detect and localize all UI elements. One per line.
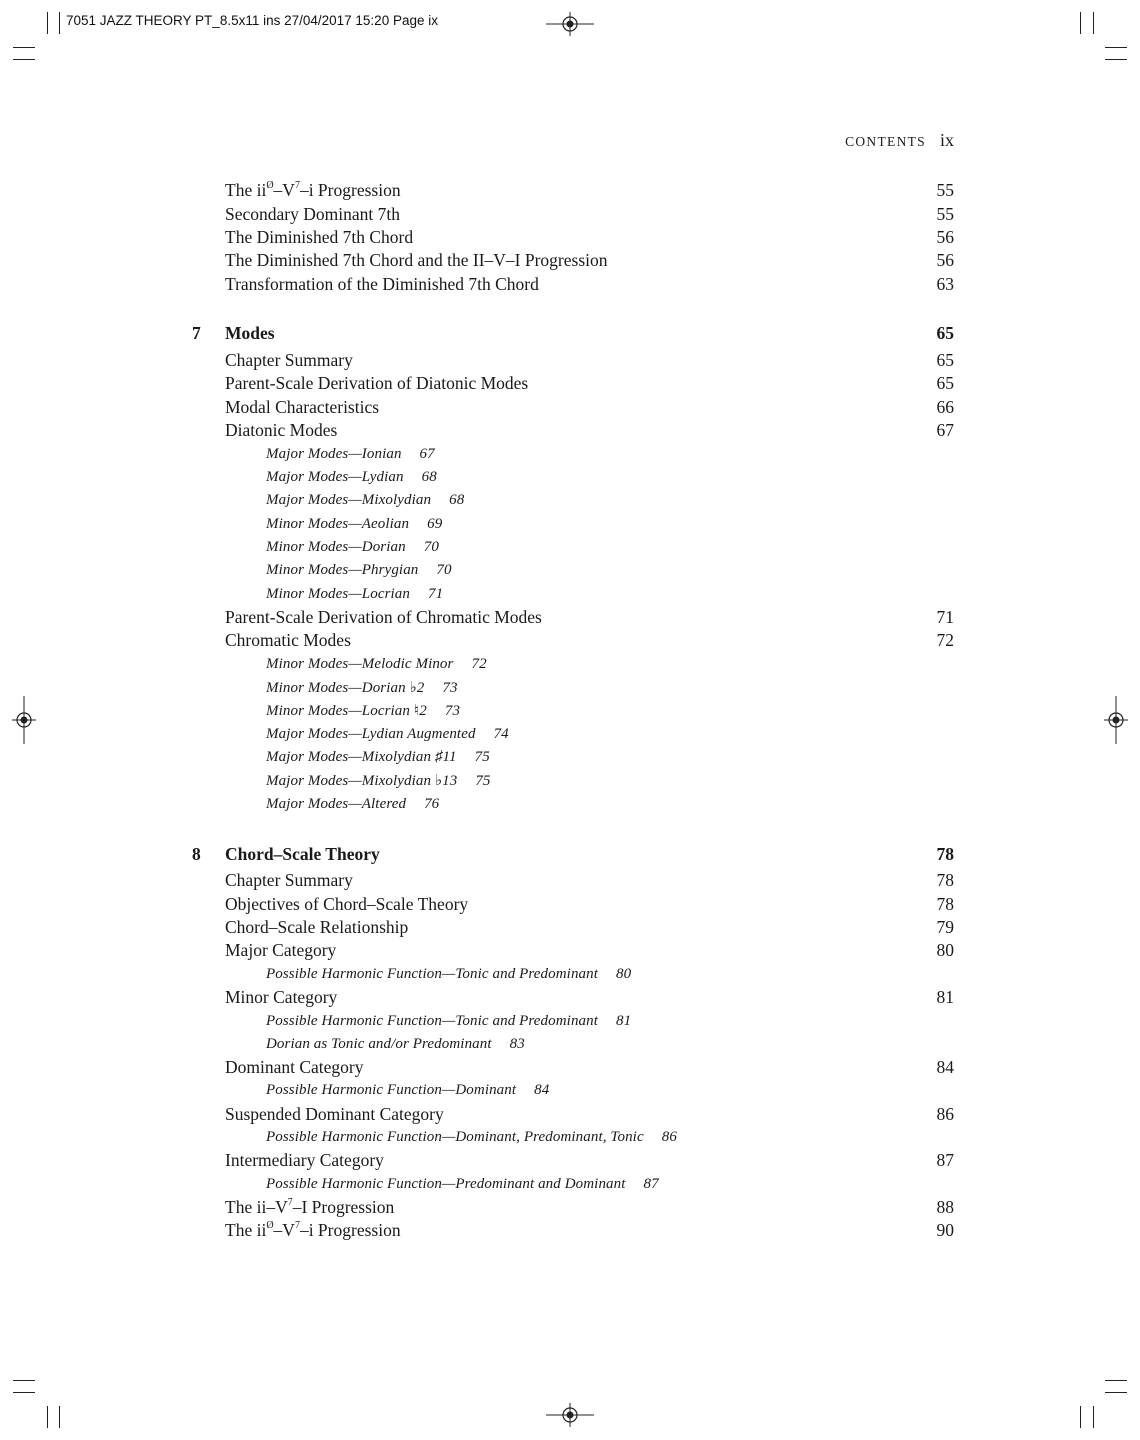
section-row (192, 179, 954, 202)
entry-page-number: 87 (936, 1149, 954, 1170)
subsection-row (192, 793, 954, 816)
entry-title-part: –V (273, 1219, 295, 1240)
entry-page-number: 75 (474, 748, 490, 765)
running-head (845, 130, 954, 151)
entry-title-text: Modes (225, 322, 275, 343)
entry-title (266, 771, 491, 790)
entry-page-number: 87 (643, 1175, 659, 1192)
crop-mark (47, 12, 48, 34)
entry-title (225, 894, 468, 915)
chapter-number: 8 (192, 843, 201, 864)
entry-page-number: 86 (936, 1103, 954, 1124)
entry-title-text: Possible Harmonic Function—Tonic and Predominant (266, 965, 599, 982)
entry-title-text: Chord–Scale Theory (225, 843, 380, 864)
entry-title-text: Parent-Scale Derivation of Chromatic Modes (225, 606, 542, 627)
subsection-row (192, 769, 954, 792)
entry-title-text: Minor Modes—Locrian (266, 585, 410, 602)
registration-mark-icon (12, 696, 36, 744)
entry-title (266, 1129, 677, 1146)
entry-title (225, 350, 353, 371)
entry-page-number: 66 (936, 396, 954, 417)
entry-page-number: 81 (616, 1012, 632, 1029)
entry-title-text: Chapter Summary (225, 869, 353, 890)
section-row (192, 349, 954, 372)
entry-page-number: 55 (936, 203, 954, 224)
entry-title (266, 796, 439, 813)
subsection-row (192, 583, 954, 606)
entry-title (225, 250, 608, 271)
entry-title-part: –V (266, 1196, 288, 1217)
crop-mark (1105, 1380, 1127, 1381)
entry-title-text: Major Modes—Mixolydian ♯11 (266, 748, 457, 765)
crop-mark (1105, 47, 1127, 48)
entry-title-text: Possible Harmonic Function—Predominant and Dominant (266, 1175, 626, 1192)
entry-page-number: 71 (936, 606, 954, 627)
section-row (192, 916, 954, 939)
subsection-row (192, 1010, 954, 1033)
entry-page-number: 74 (493, 725, 509, 742)
entry-title (225, 917, 408, 938)
entry-title (225, 1150, 384, 1171)
subsection-row (192, 699, 954, 722)
entry-title (266, 469, 437, 486)
subsection-row (192, 559, 954, 582)
entry-page-number: 68 (421, 468, 437, 485)
section-row (192, 1196, 954, 1219)
entry-title-part: –V (273, 179, 295, 200)
entry-title (225, 987, 337, 1008)
entry-title (225, 630, 351, 651)
entry-title-text: Transformation of the Diminished 7th Chord (225, 273, 539, 294)
entry-title-text: Chromatic Modes (225, 629, 351, 650)
entry-page-number: 84 (936, 1056, 954, 1077)
entry-title (225, 420, 337, 441)
running-head-label: CONTENTS (845, 134, 926, 149)
entry-title (225, 227, 413, 248)
entry-title-text: Minor Modes—Dorian (266, 538, 406, 555)
section-row (192, 1056, 954, 1079)
section-row (192, 273, 954, 296)
entry-title-text: Major Modes—Mixolydian ♭13 (266, 772, 458, 789)
entry-title (266, 1036, 525, 1053)
entry-title-part: –i Progression (299, 1219, 401, 1240)
crop-mark (13, 1392, 35, 1393)
section-row (192, 419, 954, 442)
section-row (192, 203, 954, 226)
entry-title-part: –I Progression (292, 1196, 395, 1217)
entry-title (266, 1082, 549, 1099)
section-row (192, 629, 954, 652)
entry-page-number: 56 (936, 249, 954, 270)
section-row (192, 939, 954, 962)
entry-title-text: The Diminished 7th Chord and the II–V–I Progression (225, 249, 608, 270)
entry-title (266, 492, 464, 509)
entry-title-text: Dorian as Tonic and/or Predominant (266, 1035, 492, 1052)
entry-page-number: 65 (936, 322, 954, 343)
crop-mark (1080, 12, 1081, 34)
entry-title-text: Diatonic Modes (225, 419, 338, 440)
entry-page-number: 78 (936, 893, 954, 914)
crop-mark (1093, 12, 1094, 34)
entry-title (225, 870, 353, 891)
entry-title (266, 701, 460, 720)
entry-title-part: 7 (294, 1219, 300, 1231)
entry-page-number: 86 (661, 1128, 677, 1145)
entry-title (225, 274, 539, 295)
subsection-row (192, 653, 954, 676)
section-row (192, 249, 954, 272)
entry-title-text: Intermediary Category (225, 1149, 384, 1170)
subsection-row (192, 513, 954, 536)
entry-title-text: Chord–Scale Relationship (225, 916, 409, 937)
entry-page-number: 80 (616, 965, 632, 982)
crop-mark (1093, 1406, 1094, 1428)
subsection-row (192, 746, 954, 769)
entry-title-text: Minor Modes—Locrian ♮2 (266, 702, 427, 719)
entry-title (266, 1013, 631, 1030)
entry-page-number: 83 (509, 1035, 525, 1052)
chapter-title (225, 323, 275, 344)
entry-title-part: –i Progression (299, 179, 401, 200)
entry-title (225, 940, 336, 961)
subsection-row (192, 466, 954, 489)
subsection-row (192, 536, 954, 559)
entry-title (266, 446, 435, 463)
page-number: ix (939, 130, 954, 150)
entry-page-number: 84 (534, 1081, 550, 1098)
entry-title-text: Dominant Category (225, 1056, 364, 1077)
chapter-row (192, 322, 954, 345)
section-row (192, 606, 954, 629)
entry-page-number: 72 (471, 655, 487, 672)
subsection-row (192, 963, 954, 986)
entry-page-number: 70 (423, 538, 439, 555)
crop-mark (13, 47, 35, 48)
entry-page-number: 78 (936, 843, 954, 864)
entry-page-number: 73 (442, 679, 458, 696)
registration-mark-icon (546, 12, 594, 36)
entry-title (266, 562, 452, 579)
entry-title-text: Suspended Dominant Category (225, 1103, 444, 1124)
subsection-row (192, 676, 954, 699)
entry-page-number: 81 (936, 986, 954, 1007)
section-row (192, 1103, 954, 1126)
entry-page-number: 55 (936, 179, 954, 200)
subsection-row (192, 489, 954, 512)
crop-mark (1105, 1392, 1127, 1393)
entry-title-part: 7 (287, 1196, 293, 1208)
entry-page-number: 70 (436, 561, 452, 578)
entry-title (266, 749, 490, 766)
entry-page-number: 69 (427, 515, 443, 532)
entry-page-number: 80 (936, 939, 954, 960)
entry-page-number: 78 (936, 869, 954, 890)
entry-title-text: Major Modes—Lydian Augmented (266, 725, 476, 742)
entry-page-number: 75 (475, 772, 491, 789)
entry-title-text: Major Modes—Mixolydian (266, 491, 432, 508)
entry-title (266, 678, 458, 697)
entry-page-number: 71 (427, 585, 444, 602)
crop-mark (1105, 59, 1127, 60)
entry-page-number: 67 (419, 445, 435, 462)
entry-title (225, 607, 542, 628)
entry-title-text: Possible Harmonic Function—Dominant, Predominant, Tonic (266, 1128, 644, 1145)
entry-title (225, 1057, 364, 1078)
entry-title (266, 966, 631, 983)
entry-title-part: Ø (266, 179, 274, 191)
section-row (192, 1219, 954, 1242)
entry-title-part: The ii (225, 179, 267, 200)
entry-title-text: Major Category (225, 939, 337, 960)
entry-page-number: 63 (936, 273, 954, 294)
entry-page-number: 88 (936, 1196, 954, 1217)
entry-page-number: 65 (936, 349, 954, 370)
chapter-number: 7 (192, 322, 201, 343)
entry-title-text: Chapter Summary (225, 349, 353, 370)
entry-title-text: Possible Harmonic Function—Dominant (266, 1081, 517, 1098)
entry-title (266, 539, 439, 556)
section-row (192, 893, 954, 916)
entry-title-text: Minor Modes—Dorian ♭2 (266, 679, 425, 696)
entry-title-text: Major Modes—Ionian (266, 445, 402, 462)
entry-title-part: Ø (266, 1219, 274, 1231)
entry-title (266, 1176, 659, 1193)
entry-page-number: 68 (449, 491, 465, 508)
entry-title-text: Minor Modes—Aeolian (266, 515, 410, 532)
entry-page-number: 79 (936, 916, 954, 937)
crop-mark (47, 1406, 48, 1428)
subsection-row (192, 443, 954, 466)
entry-title-text: Major Modes—Altered (266, 795, 407, 812)
registration-mark-icon (1104, 696, 1128, 744)
entry-title (266, 516, 442, 533)
entry-title-text: Modal Characteristics (225, 396, 380, 417)
entry-title (266, 656, 487, 673)
section-row (192, 869, 954, 892)
entry-title-part: The ii (225, 1196, 267, 1217)
entry-title-text: Major Modes—Lydian (266, 468, 404, 485)
chapter-row (192, 843, 954, 866)
printer-slug: 7051 JAZZ THEORY PT_8.5x11 ins 27/04/2017 15:20 Page ix (66, 13, 438, 28)
entry-title-text: Minor Modes—Phrygian (266, 561, 419, 578)
entry-title (266, 726, 509, 743)
crop-mark (13, 59, 35, 60)
entry-page-number: 56 (936, 226, 954, 247)
entry-title-part: 7 (294, 179, 300, 191)
subsection-row (192, 1079, 954, 1102)
subsection-row (192, 1126, 954, 1149)
crop-mark (59, 1406, 60, 1428)
section-row (192, 1149, 954, 1172)
entry-title (225, 1104, 444, 1125)
entry-title-text: Minor Modes—Melodic Minor (266, 655, 454, 672)
registration-mark-icon (546, 1403, 594, 1427)
subsection-row (192, 1173, 954, 1196)
section-row (192, 372, 954, 395)
subsection-row (192, 1033, 954, 1056)
entry-title (225, 204, 400, 225)
entry-title (225, 373, 528, 394)
entry-title-part: The ii (225, 1219, 267, 1240)
entry-title-text: The Diminished 7th Chord (225, 226, 414, 247)
chapter-title (225, 844, 380, 865)
entry-title (225, 1220, 401, 1241)
entry-page-number: 90 (936, 1219, 954, 1240)
entry-title-text: Minor Category (225, 986, 338, 1007)
entry-page-number: 67 (936, 419, 954, 440)
entry-page-number: 76 (424, 795, 440, 812)
section-row (192, 986, 954, 1009)
crop-mark (59, 12, 60, 34)
section-row (192, 396, 954, 419)
entry-page-number: 73 (444, 702, 461, 719)
entry-page-number: 65 (936, 372, 954, 393)
crop-mark (13, 1380, 35, 1381)
entry-title (225, 1197, 394, 1218)
entry-title-text: Possible Harmonic Function—Tonic and Predominant (266, 1012, 599, 1029)
crop-mark (1080, 1406, 1081, 1428)
entry-page-number: 72 (936, 629, 954, 650)
entry-title-text: Secondary Dominant 7th (225, 203, 400, 224)
entry-title-text: Parent-Scale Derivation of Diatonic Modes (225, 372, 529, 393)
subsection-row (192, 723, 954, 746)
entry-title-text: Objectives of Chord–Scale Theory (225, 893, 469, 914)
section-row (192, 226, 954, 249)
entry-title (225, 180, 401, 201)
entry-title (266, 586, 443, 603)
entry-title (225, 397, 379, 418)
